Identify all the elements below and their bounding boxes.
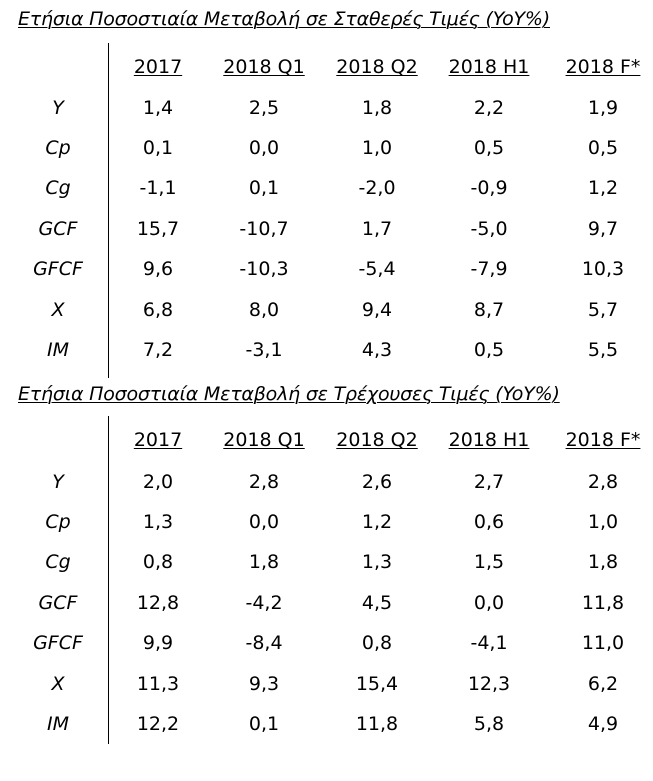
row-label: IM [47, 339, 69, 361]
table-cell: 2,7 [473, 471, 505, 493]
table-cell: -3,1 [245, 339, 283, 361]
table-cell: 0,0 [248, 137, 280, 159]
table-cell: 0,0 [473, 592, 505, 614]
table-cell: 0,0 [248, 511, 280, 533]
table-cell: 12,3 [467, 673, 511, 695]
row-label-divider [108, 416, 109, 744]
table-cell: -7,9 [470, 258, 508, 280]
table-cell: 1,9 [587, 97, 619, 119]
table-cell: 15,7 [136, 218, 180, 240]
column-header: 2018 Q2 [336, 56, 418, 78]
column-header: 2018 Q2 [336, 429, 418, 451]
table-cell: 2,5 [248, 97, 280, 119]
table-cell: -4,1 [470, 632, 508, 654]
table-cell: 0,1 [248, 177, 280, 199]
row-label: X [51, 299, 65, 321]
table-cell: 2,8 [587, 471, 619, 493]
column-header: 2018 F* [565, 429, 641, 451]
column-header: 2018 Q1 [223, 56, 305, 78]
table-cell: 4,9 [587, 713, 619, 735]
table-cell: 5,5 [587, 339, 619, 361]
table-cell: 15,4 [355, 673, 399, 695]
table-cell: 12,2 [136, 713, 180, 735]
row-label: GCF [38, 218, 78, 240]
row-label: Cg [45, 551, 71, 573]
column-header: 2017 [133, 429, 183, 451]
column-header: 2018 Q1 [223, 429, 305, 451]
table-cell: -5,0 [470, 218, 508, 240]
current-prices-section [0, 383, 653, 753]
constant-prices-section [0, 8, 653, 378]
table-cell: 1,3 [142, 511, 174, 533]
table-cell: 5,7 [587, 299, 619, 321]
table-cell: 1,0 [587, 511, 619, 533]
column-header: 2017 [133, 56, 183, 78]
row-label: Cp [45, 137, 71, 159]
table-cell: -10,3 [239, 258, 289, 280]
table-cell: 0,5 [473, 339, 505, 361]
table-cell: 1,8 [361, 97, 393, 119]
table-cell: 0,6 [473, 511, 505, 533]
table-cell: 9,6 [142, 258, 174, 280]
row-label: Cg [45, 177, 71, 199]
table-cell: 0,5 [473, 137, 505, 159]
table-cell: -8,4 [245, 632, 283, 654]
table-cell: 11,8 [355, 713, 399, 735]
table-cell: 0,5 [587, 137, 619, 159]
table-cell: 2,6 [361, 471, 393, 493]
row-label: GFCF [33, 632, 83, 654]
table-cell: 4,3 [361, 339, 393, 361]
table-cell: 12,8 [136, 592, 180, 614]
table-cell: 1,0 [361, 137, 393, 159]
table-cell: 2,8 [248, 471, 280, 493]
table-cell: 9,7 [587, 218, 619, 240]
table-cell: 1,5 [473, 551, 505, 573]
table-cell: 11,3 [136, 673, 180, 695]
table-cell: 1,8 [248, 551, 280, 573]
table-cell: 2,0 [142, 471, 174, 493]
table-cell: 0,1 [142, 137, 174, 159]
column-header: 2018 F* [565, 56, 641, 78]
row-label-divider [108, 43, 109, 378]
row-label: GCF [38, 592, 78, 614]
table-cell: 9,3 [248, 673, 280, 695]
table-cell: 1,2 [361, 511, 393, 533]
row-label: GFCF [33, 258, 83, 280]
table-cell: 9,9 [142, 632, 174, 654]
table-cell: -4,2 [245, 592, 283, 614]
table-cell: 6,8 [142, 299, 174, 321]
table-cell: 4,5 [361, 592, 393, 614]
column-header: 2018 H1 [448, 56, 530, 78]
table-cell: 1,3 [361, 551, 393, 573]
table-cell: 1,8 [587, 551, 619, 573]
table-cell: 11,8 [581, 592, 625, 614]
table-cell: 0,8 [361, 632, 393, 654]
row-label: IM [47, 713, 69, 735]
table-cell: 2,2 [473, 97, 505, 119]
row-label: Y [52, 97, 64, 119]
row-label: Y [52, 471, 64, 493]
table-cell: 5,8 [473, 713, 505, 735]
table-cell: -2,0 [358, 177, 396, 199]
constant-prices-title: Ετήσια Ποσοστιαία Μεταβολή σε Σταθερές Τιμές (YoY%) [18, 8, 550, 30]
table-cell: 1,7 [361, 218, 393, 240]
table-cell: -1,1 [139, 177, 177, 199]
table-cell: 8,0 [248, 299, 280, 321]
row-label: Cp [45, 511, 71, 533]
row-label: X [51, 673, 65, 695]
table-cell: 1,2 [587, 177, 619, 199]
table-cell: 1,4 [142, 97, 174, 119]
table-cell: 0,1 [248, 713, 280, 735]
current-prices-title: Ετήσια Ποσοστιαία Μεταβολή σε Τρέχουσες Τιμές (YoY%) [18, 383, 560, 405]
table-cell: 9,4 [361, 299, 393, 321]
column-header: 2018 H1 [448, 429, 530, 451]
table-cell: 7,2 [142, 339, 174, 361]
table-cell: 10,3 [581, 258, 625, 280]
table-cell: -5,4 [358, 258, 396, 280]
table-cell: -10,7 [239, 218, 289, 240]
table-cell: 8,7 [473, 299, 505, 321]
table-cell: 6,2 [587, 673, 619, 695]
table-cell: 0,8 [142, 551, 174, 573]
table-cell: 11,0 [581, 632, 625, 654]
table-cell: -0,9 [470, 177, 508, 199]
